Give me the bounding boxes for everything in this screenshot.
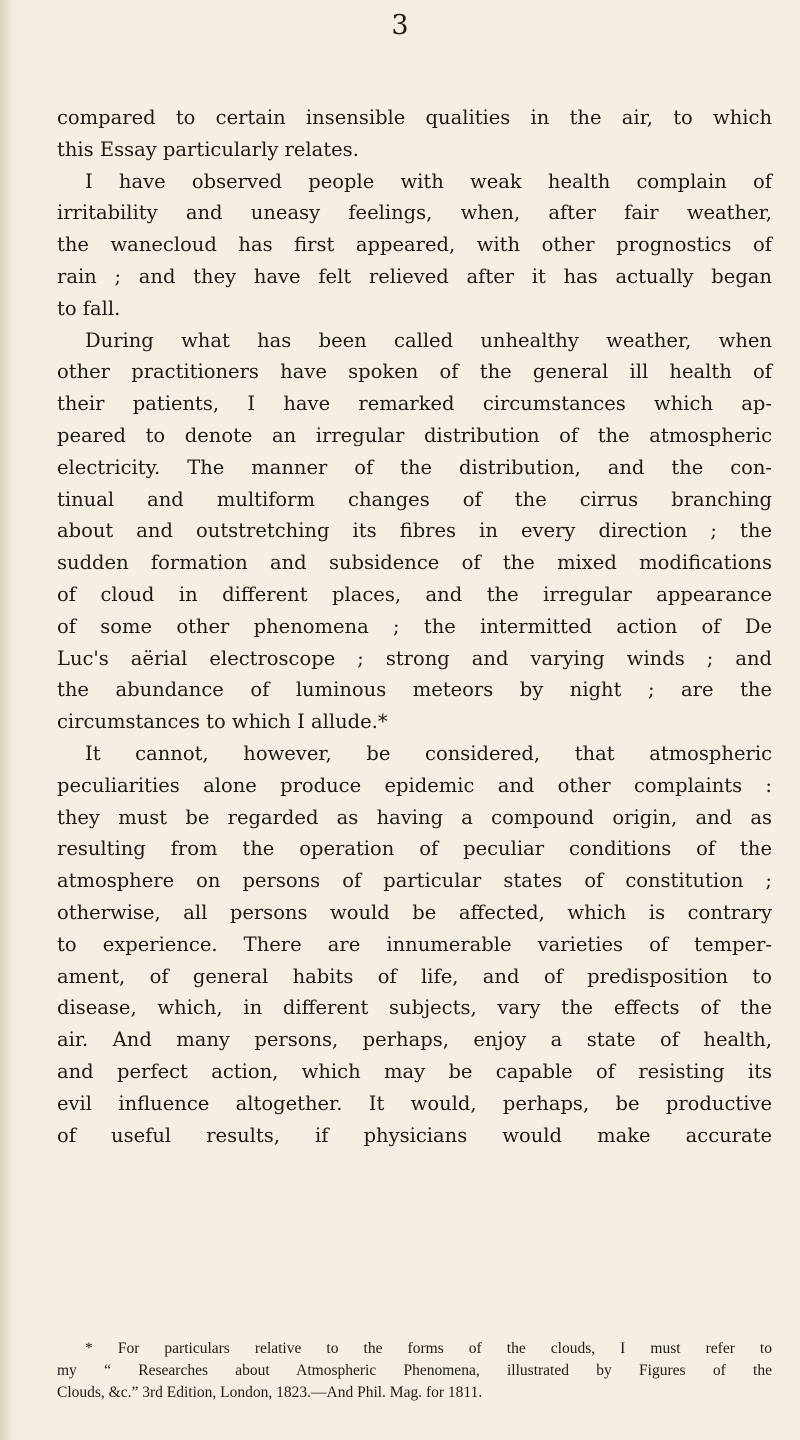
body-text-line: rain ; and they have felt relieved after it has actually began bbox=[57, 264, 772, 288]
body-text-line: Luc's aërial electroscope ; strong and varying winds ; and bbox=[57, 646, 772, 670]
body-text-line: compared to certain insensible qualities in the air, to which bbox=[57, 106, 772, 129]
body-text-line: evil influence altogether. It would, perhaps, be productive bbox=[57, 1091, 772, 1115]
body-text-line: their patients, I have remarked circumstances which ap- bbox=[57, 392, 772, 416]
body-text-line: resulting from the operation of peculiar conditions of the bbox=[57, 837, 772, 861]
body-text-line: air. And many persons, perhaps, enjoy a state of health, bbox=[57, 1028, 772, 1052]
body-text-line: irritability and uneasy feelings, when, after fair weather, bbox=[57, 201, 772, 225]
body-text-line: ament, of general habits of life, and of predisposition to bbox=[57, 964, 772, 988]
body-text-line: to experience. There are innumerable varieties of temper- bbox=[57, 932, 772, 956]
body-text-line: It cannot, however, be considered, that atmospheric bbox=[85, 741, 772, 765]
body-text-line: otherwise, all persons would be affected, which is contrary bbox=[57, 900, 772, 924]
body-text-line: this Essay particularly relates. bbox=[57, 137, 359, 161]
body-text-line: peculiarities alone produce epidemic and other complaints : bbox=[57, 773, 772, 797]
body-text-line: peared to denote an irregular distribution of the atmospheric bbox=[57, 423, 772, 447]
footnote bbox=[57, 1338, 772, 1404]
body-text-line: disease, which, in different subjects, vary the effects of the bbox=[57, 996, 772, 1020]
body-text-line: the abundance of luminous meteors by night ; are the bbox=[57, 678, 772, 702]
body-text-line: and perfect action, which may be capable of resisting its bbox=[57, 1059, 772, 1083]
body-text bbox=[57, 102, 772, 1151]
body-text-line: During what has been called unhealthy weather, when bbox=[85, 328, 772, 352]
body-text-line: they must be regarded as having a compound origin, and as bbox=[57, 805, 772, 829]
body-text-line: of some other phenomena ; the intermitted action of De bbox=[57, 614, 772, 638]
body-text-line: other practitioners have spoken of the general ill health of bbox=[57, 360, 772, 384]
footnote-line: my “ Researches about Atmospheric Phenomena, illustrated by Figures of the bbox=[57, 1362, 772, 1379]
footnote-line: * For particulars relative to the forms of the clouds, I must refer to bbox=[85, 1340, 772, 1357]
body-text-line: sudden formation and subsidence of the mixed modifications bbox=[57, 551, 772, 575]
body-text-line: circumstances to which I allude.* bbox=[57, 710, 388, 734]
body-text-line: about and outstretching its fibres in every direction ; the bbox=[57, 519, 772, 543]
body-text-line: to fall. bbox=[57, 296, 121, 320]
body-text-line: of cloud in different places, and the irregular appearance bbox=[57, 582, 772, 606]
page-gutter-shadow bbox=[0, 0, 14, 1440]
page-number: 3 bbox=[391, 10, 409, 41]
footnote-line: Clouds, &c.” 3rd Edition, London, 1823.—And Phil. Mag. for 1811. bbox=[57, 1384, 483, 1401]
body-text-line: electricity. The manner of the distribution, and the con- bbox=[57, 455, 772, 479]
body-text-line: the wanecloud has first appeared, with other prognostics of bbox=[57, 233, 772, 257]
body-text-line: of useful results, if physicians would make accurate bbox=[57, 1123, 772, 1147]
body-text-line: atmosphere on persons of particular states of constitution ; bbox=[57, 869, 772, 893]
body-text-line: tinual and multiform changes of the cirrus branching bbox=[57, 487, 772, 511]
body-text-line: I have observed people with weak health complain of bbox=[85, 169, 772, 193]
